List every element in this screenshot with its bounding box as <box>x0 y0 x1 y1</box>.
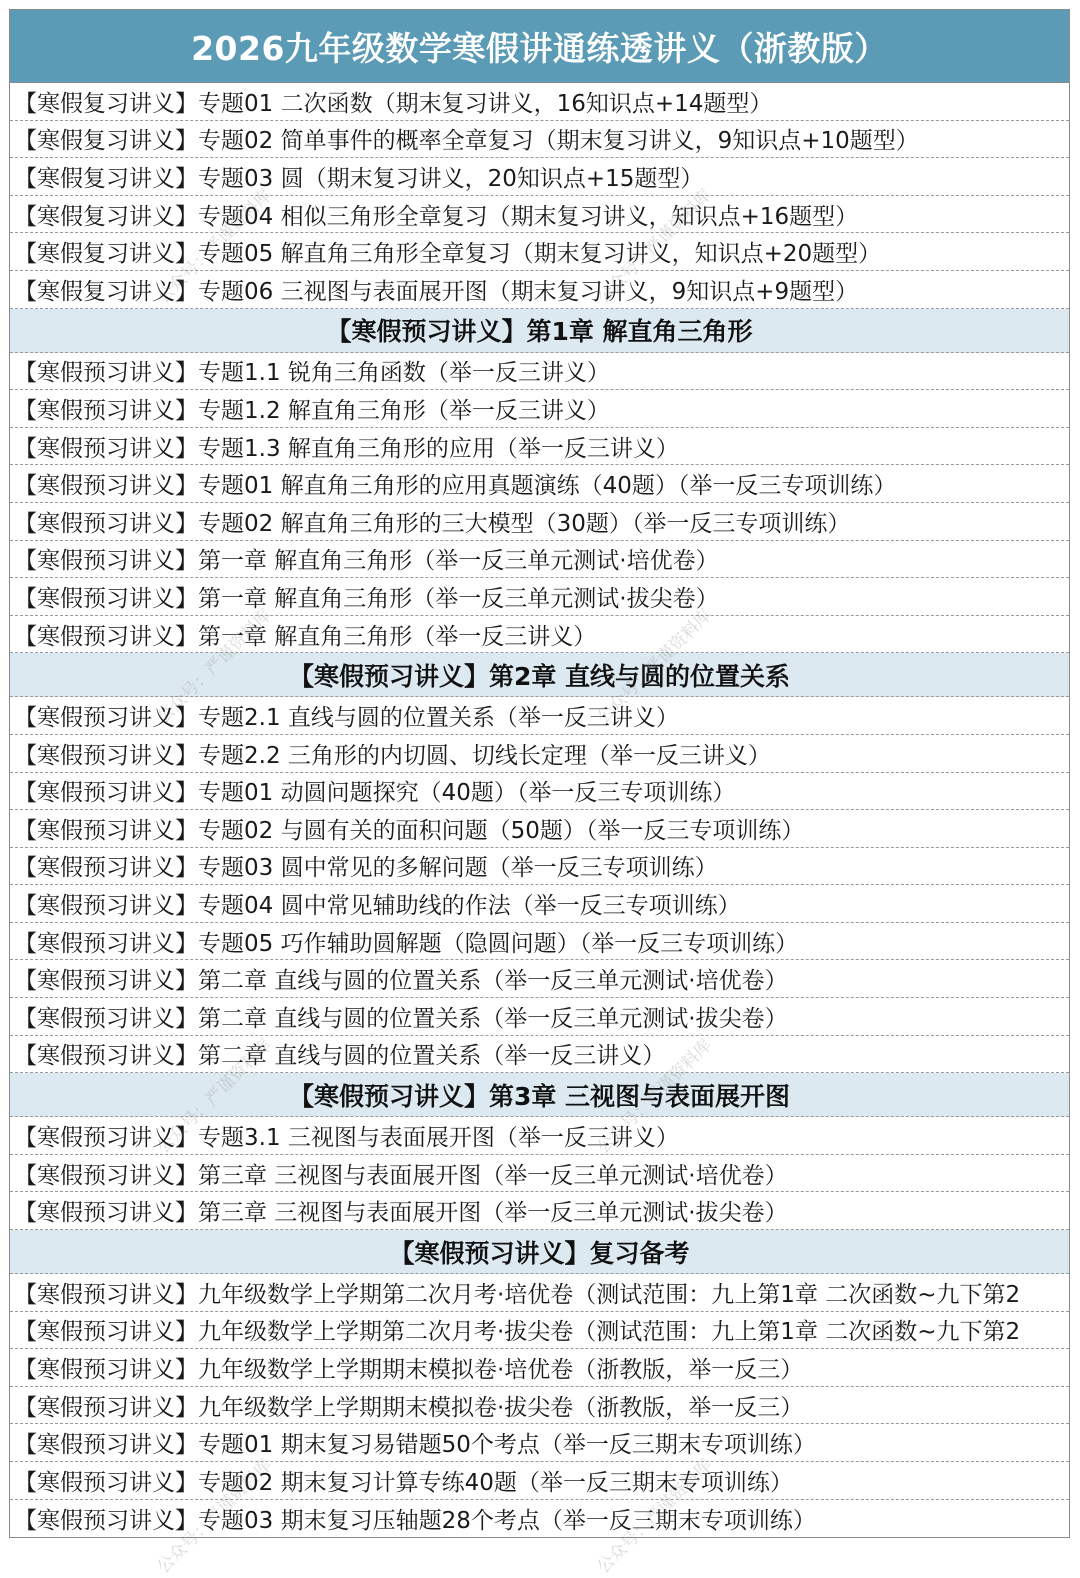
list-item: 【寒假预习讲义】专题1.3 解直角三角形的应用（举一反三讲义） <box>10 428 1069 466</box>
watermark-text: 公众号：严谨资料库 <box>593 605 716 728</box>
list-item: 【寒假预习讲义】专题03 圆中常见的多解问题（举一反三专项训练） <box>10 848 1069 886</box>
list-item: 【寒假预习讲义】专题02 期末复习计算专练40题（举一反三期末专项训练） <box>10 1462 1069 1500</box>
list-item: 【寒假预习讲义】专题01 解直角三角形的应用真题演练（40题）（举一反三专项训练） <box>10 465 1069 503</box>
list-item: 【寒假预习讲义】第一章 解直角三角形（举一反三单元测试·拔尖卷） <box>10 578 1069 616</box>
list-item: 【寒假预习讲义】第二章 直线与圆的位置关系（举一反三单元测试·拔尖卷） <box>10 998 1069 1036</box>
list-item: 【寒假预习讲义】专题1.2 解直角三角形（举一反三讲义） <box>10 390 1069 428</box>
list-item: 【寒假预习讲义】专题05 巧作辅助圆解题（隐圆问题）（举一反三专项训练） <box>10 923 1069 961</box>
catalog-table <box>9 9 1070 1538</box>
list-item: 【寒假复习讲义】专题05 解直角三角形全章复习（期末复习讲义，知识点+20题型） <box>10 233 1069 271</box>
list-item: 【寒假预习讲义】专题02 与圆有关的面积问题（50题）（举一反三专项训练） <box>10 810 1069 848</box>
list-item: 【寒假复习讲义】专题03 圆（期末复习讲义，20知识点+15题型） <box>10 158 1069 196</box>
list-item: 【寒假预习讲义】第三章 三视图与表面展开图（举一反三单元测试·培优卷） <box>10 1155 1069 1193</box>
list-item: 【寒假预习讲义】九年级数学上学期第二次月考·培优卷（测试范围：九上第1章 二次函数~九下第2 <box>10 1274 1069 1312</box>
section-header: 【寒假预习讲义】复习备考 <box>10 1230 1069 1274</box>
page-title: 2026九年级数学寒假讲通练透讲义（浙教版） <box>10 10 1069 83</box>
watermark-text: 公众号：严谨资料库 <box>153 605 276 728</box>
list-item: 【寒假预习讲义】专题3.1 三视图与表面展开图（举一反三讲义） <box>10 1117 1069 1155</box>
list-item: 【寒假预习讲义】专题01 动圆问题探究（40题）（举一反三专项训练） <box>10 773 1069 811</box>
list-item: 【寒假预习讲义】九年级数学上学期期末模拟卷·培优卷（浙教版，举一反三） <box>10 1349 1069 1387</box>
list-item: 【寒假预习讲义】专题2.1 直线与圆的位置关系（举一反三讲义） <box>10 697 1069 735</box>
list-item: 【寒假预习讲义】第一章 解直角三角形（举一反三讲义） <box>10 616 1069 654</box>
watermark-text: 公众号：严谨资料库 <box>153 1455 276 1578</box>
section-header: 【寒假预习讲义】第2章 直线与圆的位置关系 <box>10 653 1069 697</box>
list-item: 【寒假预习讲义】九年级数学上学期第二次月考·拔尖卷（测试范围：九上第1章 二次函数~九下第2 <box>10 1312 1069 1350</box>
watermark-text: 公众号：严谨资料库 <box>593 1455 716 1578</box>
list-item: 【寒假预习讲义】专题04 圆中常见辅助线的作法（举一反三专项训练） <box>10 885 1069 923</box>
list-item: 【寒假复习讲义】专题06 三视图与表面展开图（期末复习讲义，9知识点+9题型） <box>10 271 1069 309</box>
catalog-rows <box>10 83 1069 1537</box>
list-item: 【寒假复习讲义】专题04 相似三角形全章复习（期末复习讲义，知识点+16题型） <box>10 196 1069 234</box>
watermark-text: 公众号：严谨资料库 <box>593 185 716 308</box>
list-item: 【寒假预习讲义】专题02 解直角三角形的三大模型（30题）（举一反三专项训练） <box>10 503 1069 541</box>
list-item: 【寒假预习讲义】第三章 三视图与表面展开图（举一反三单元测试·拔尖卷） <box>10 1192 1069 1230</box>
list-item: 【寒假预习讲义】专题01 期末复习易错题50个考点（举一反三期末专项训练） <box>10 1424 1069 1462</box>
section-header: 【寒假预习讲义】第3章 三视图与表面展开图 <box>10 1073 1069 1117</box>
list-item: 【寒假预习讲义】专题03 期末复习压轴题28个考点（举一反三期末专项训练） <box>14 1507 816 1534</box>
list-item: 【寒假预习讲义】第二章 直线与圆的位置关系（举一反三讲义） <box>10 1036 1069 1074</box>
watermark-text: 公众号：严谨资料库 <box>153 185 276 308</box>
list-item: 【寒假预习讲义】第一章 解直角三角形（举一反三单元测试·培优卷） <box>10 541 1069 579</box>
list-item: 【寒假预习讲义】九年级数学上学期期末模拟卷·拔尖卷（浙教版，举一反三） <box>10 1387 1069 1425</box>
list-item: 【寒假预习讲义】第二章 直线与圆的位置关系（举一反三单元测试·培优卷） <box>10 960 1069 998</box>
section-header: 【寒假预习讲义】第1章 解直角三角形 <box>10 309 1069 353</box>
watermark-text: 公众号：严谨资料库 <box>153 1035 276 1158</box>
list-item: 【寒假预习讲义】专题1.1 锐角三角函数（举一反三讲义） <box>10 353 1069 391</box>
list-item: 【寒假复习讲义】专题01 二次函数（期末复习讲义，16知识点+14题型） <box>10 83 1069 121</box>
list-item: 【寒假复习讲义】专题02 简单事件的概率全章复习（期末复习讲义，9知识点+10题型） <box>10 121 1069 159</box>
list-item: 【寒假预习讲义】专题2.2 三角形的内切圆、切线长定理（举一反三讲义） <box>10 735 1069 773</box>
watermark-text: 公众号：严谨资料库 <box>593 1035 716 1158</box>
